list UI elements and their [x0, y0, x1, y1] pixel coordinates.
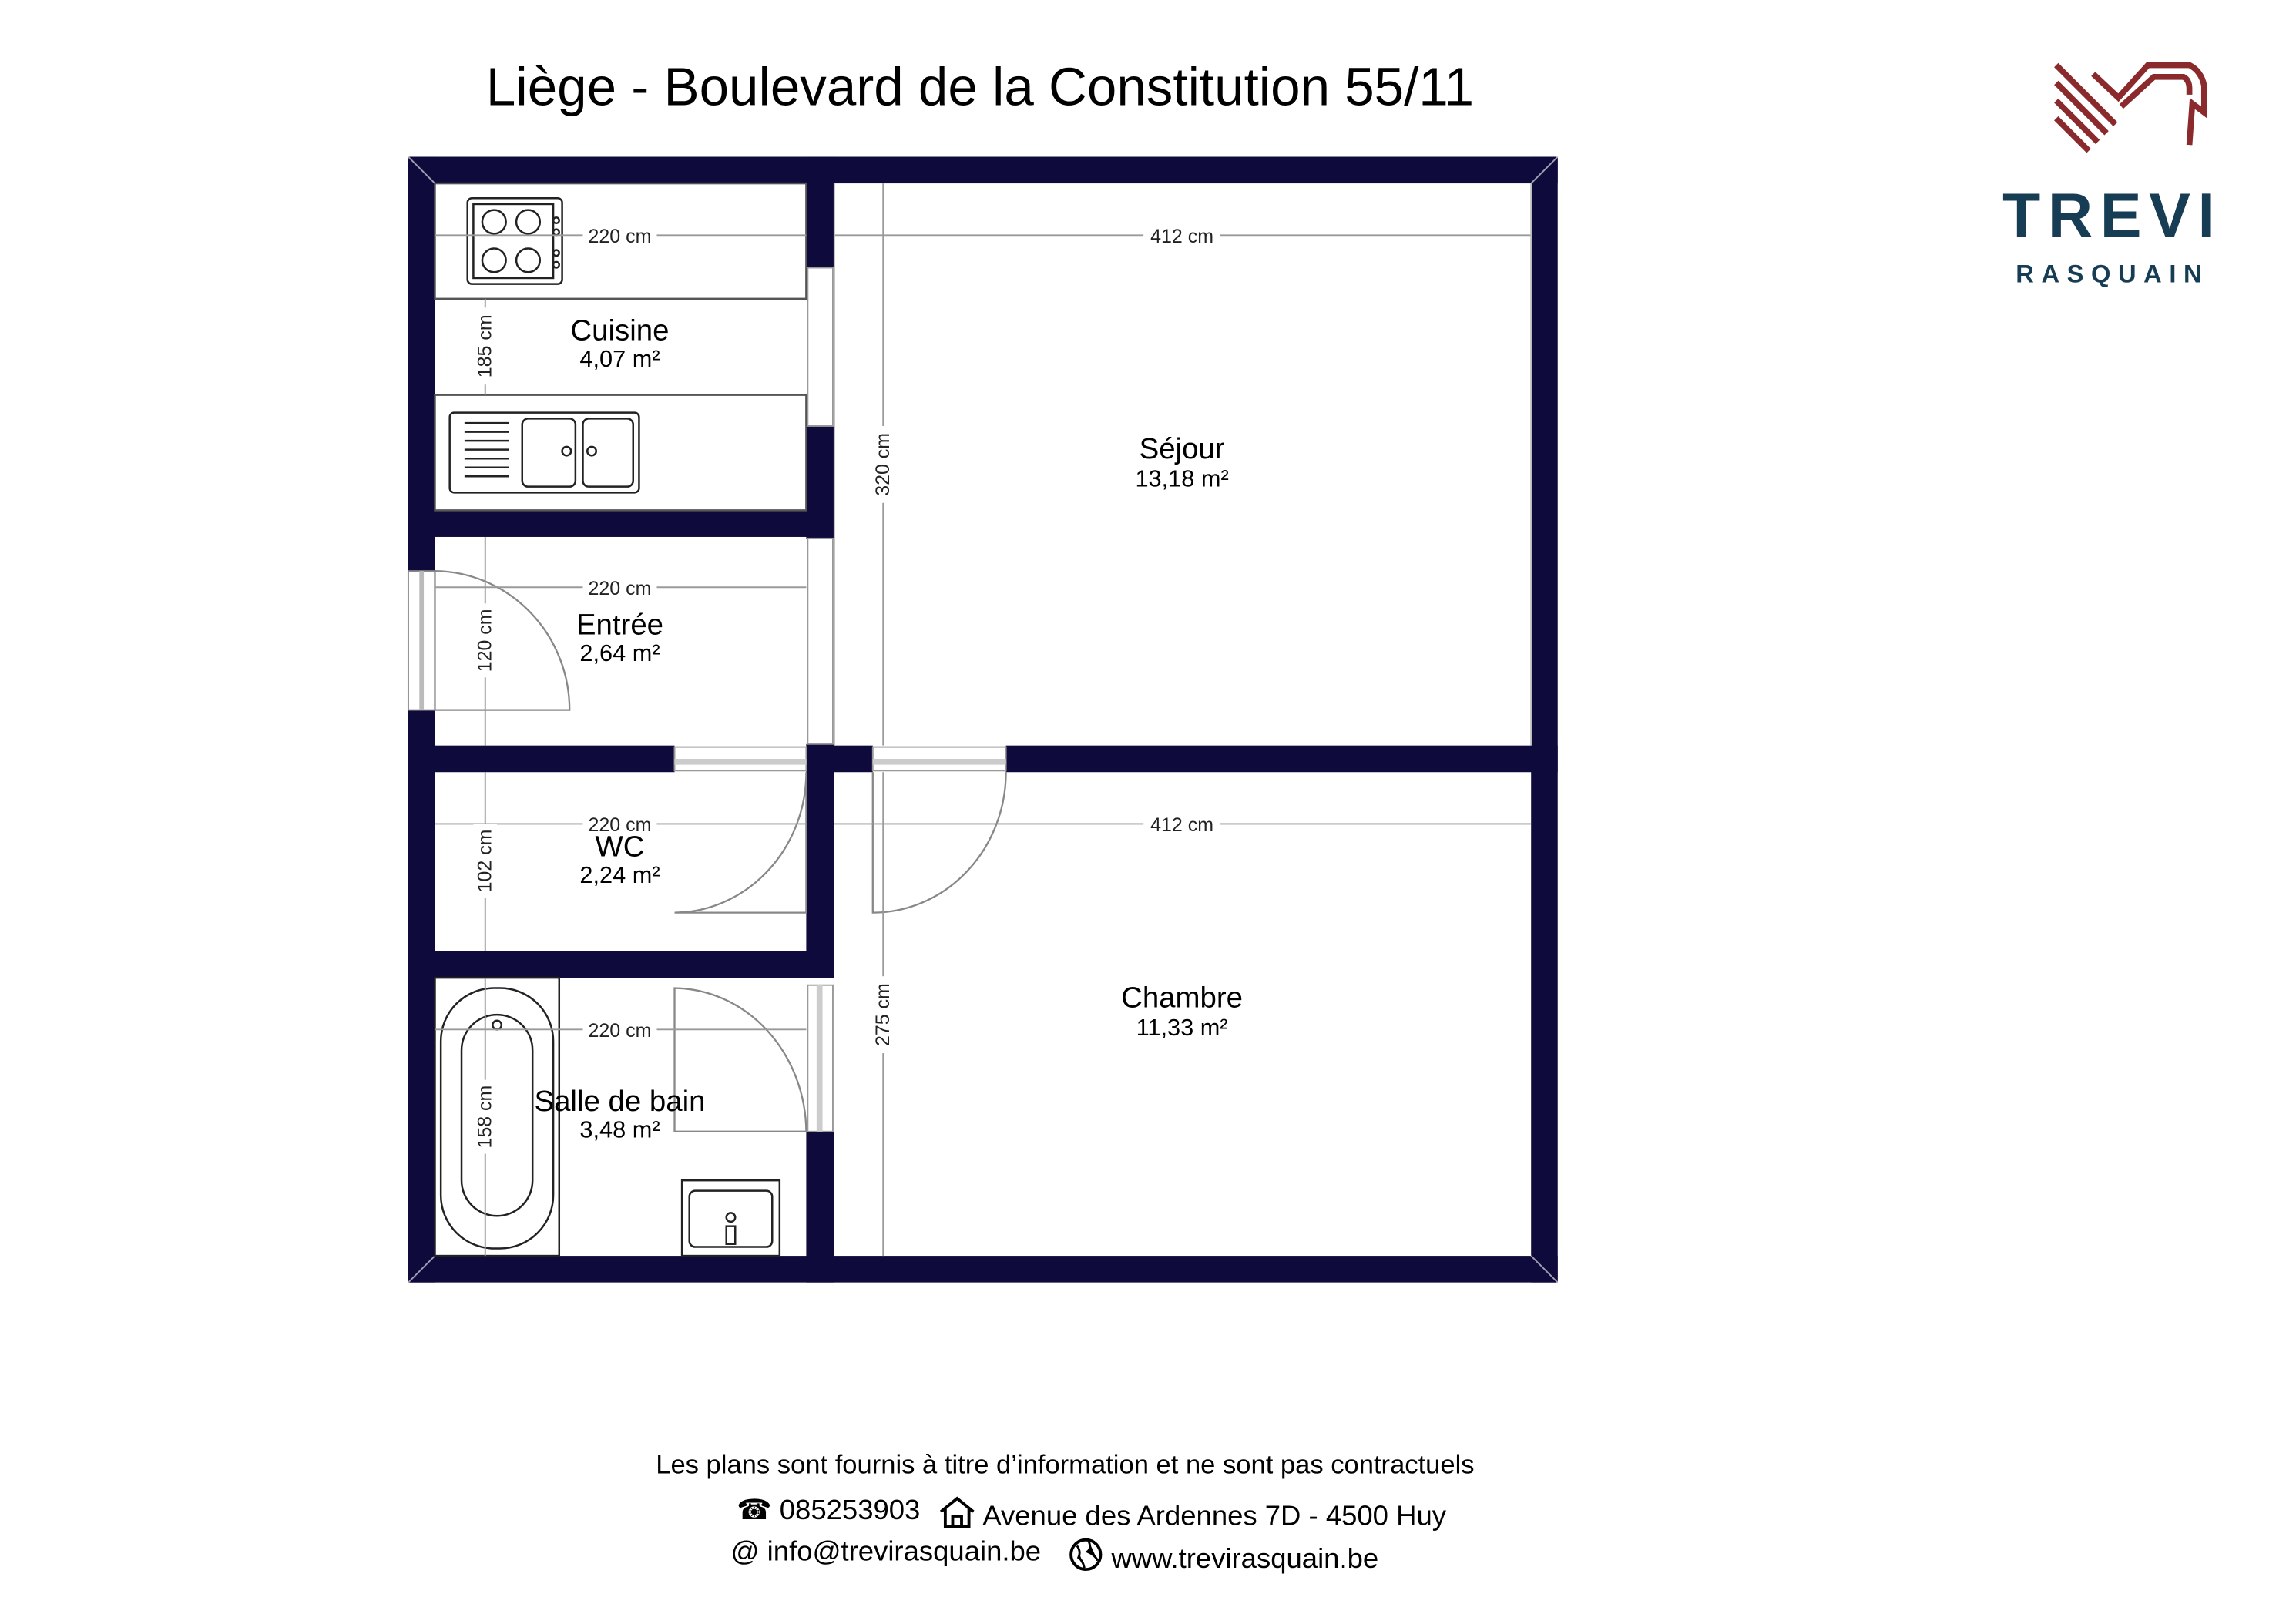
- dim-chambre-height: 275 cm: [871, 983, 894, 1047]
- dim-cuisine-width: 220 cm: [588, 225, 652, 247]
- dim-sdb-height: 158 cm: [474, 1085, 496, 1149]
- room-name-wc: WC: [595, 831, 645, 864]
- brand-subname: RASQUAIN: [2016, 260, 2210, 289]
- dim-cuisine-height: 185 cm: [474, 314, 496, 378]
- dim-sdb-width: 220 cm: [588, 1019, 652, 1042]
- dim-entree-width: 220 cm: [588, 577, 652, 599]
- dim-sejour-width: 412 cm: [1150, 225, 1214, 247]
- phone-icon: ☎: [737, 1495, 772, 1527]
- at-icon: @: [730, 1536, 760, 1569]
- contact-phone: [737, 1494, 920, 1528]
- brand-name: TREVI: [2002, 180, 2223, 250]
- room-name-entree: Entrée: [576, 609, 664, 643]
- contact-email: [730, 1537, 1041, 1569]
- room-name-sejour: Séjour: [1139, 433, 1225, 466]
- room-name-cuisine: Cuisine: [570, 314, 670, 348]
- room-area-sdb: 3,48 m²: [579, 1118, 660, 1144]
- address-text: Avenue des Ardennes 7D - 4500 Huy: [982, 1501, 1447, 1533]
- room-name-chambre: Chambre: [1121, 981, 1244, 1015]
- contact-website: [1068, 1537, 1378, 1577]
- email-link[interactable]: info@trevirasquain.be: [767, 1536, 1042, 1569]
- page-title: Liège - Boulevard de la Constitution 55/11: [485, 55, 1475, 117]
- dim-wc-height: 102 cm: [474, 829, 496, 893]
- washbasin-icon: [682, 1180, 780, 1256]
- dim-sejour-height: 320 cm: [871, 432, 894, 496]
- room-area-chambre: 11,33 m²: [1136, 1016, 1228, 1042]
- house-icon: [938, 1494, 976, 1529]
- room-name-sdb: Salle de bain: [534, 1085, 706, 1119]
- room-area-wc: 2,24 m²: [579, 864, 660, 889]
- room-area-cuisine: 4,07 m²: [579, 347, 660, 373]
- contact-address: [938, 1494, 1446, 1534]
- dim-wc-width: 220 cm: [588, 814, 652, 837]
- room-area-sejour: 13,18 m²: [1135, 467, 1229, 493]
- disclaimer-text: Les plans sont fournis à titre d’information et ne sont pas contractuels: [656, 1449, 1475, 1479]
- room-area-entree: 2,64 m²: [579, 642, 660, 667]
- sink-icon: [435, 395, 806, 511]
- window-entree: [408, 571, 435, 710]
- globe-icon: [1068, 1537, 1103, 1572]
- website-link[interactable]: www.trevirasquain.be: [1111, 1544, 1379, 1575]
- dim-entree-height: 120 cm: [474, 609, 496, 673]
- dim-chambre-width: 412 cm: [1150, 814, 1214, 837]
- phone-number[interactable]: 085253903: [779, 1495, 921, 1527]
